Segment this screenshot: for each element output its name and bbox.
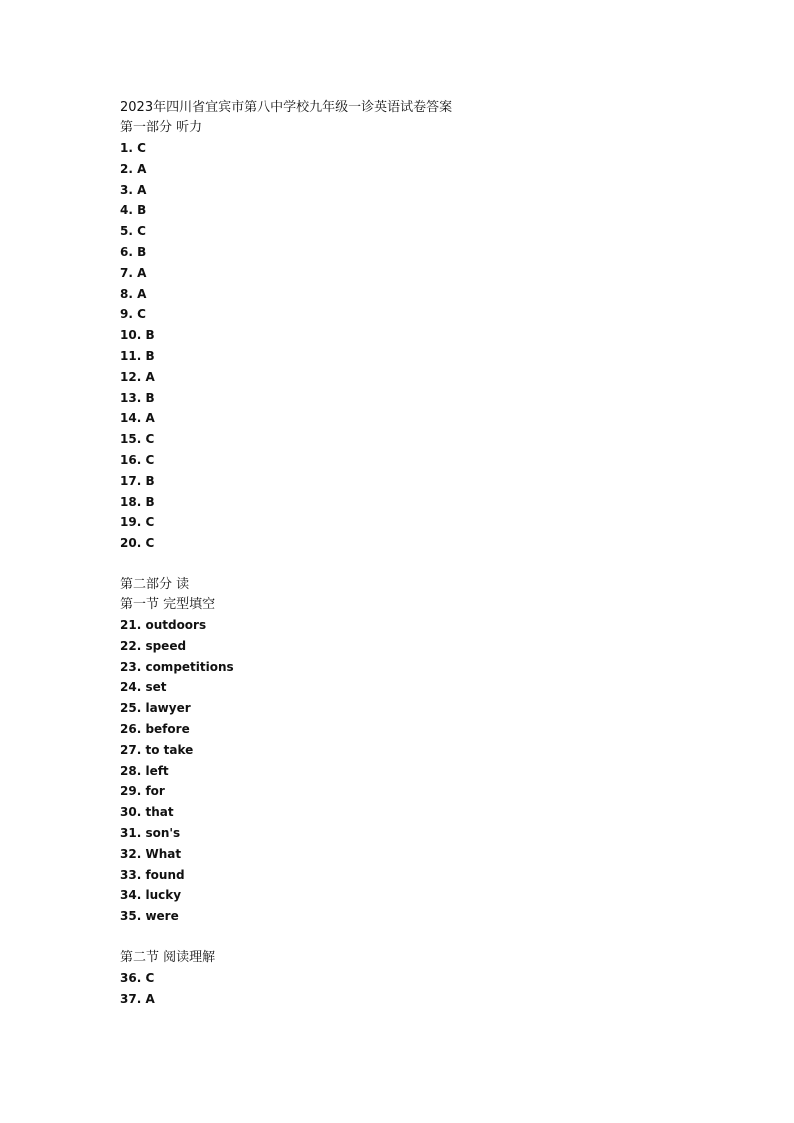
answer-number: 22.	[120, 638, 142, 653]
answer-value: A	[137, 286, 147, 301]
answer-value: to take	[145, 742, 194, 757]
answer-item	[120, 865, 452, 886]
answer-number: 24.	[120, 680, 142, 695]
answer-value: A	[137, 161, 147, 176]
answer-value: for	[145, 784, 165, 799]
section2-heading: 第二节 阅读理解	[120, 949, 216, 965]
answer-value: A	[145, 369, 155, 384]
answer-value: C	[145, 515, 155, 530]
answer-item	[120, 388, 452, 409]
answer-number: 8.	[120, 286, 133, 301]
answer-item	[120, 885, 452, 906]
answer-item	[120, 968, 452, 989]
answer-number: 3.	[120, 182, 133, 197]
answer-number: 12.	[120, 369, 142, 384]
answer-item	[120, 450, 452, 471]
answer-value: C	[145, 432, 155, 447]
answer-number: 25.	[120, 701, 142, 716]
answer-item	[120, 180, 452, 201]
answer-number: 6.	[120, 244, 133, 259]
answer-value: C	[137, 307, 146, 322]
answer-item	[120, 657, 452, 678]
answer-number: 1.	[120, 141, 133, 155]
answer-value: son's	[145, 825, 181, 840]
answer-item	[120, 906, 452, 927]
answer-item	[120, 346, 452, 367]
answer-number: 5.	[120, 224, 133, 239]
answer-value: B	[145, 390, 155, 405]
answer-number: 17.	[120, 473, 142, 488]
answer-number: 16.	[120, 452, 142, 467]
answer-value: that	[145, 805, 174, 820]
answer-number: 32.	[120, 846, 142, 861]
answer-number: 34.	[120, 888, 142, 903]
answer-value: B	[145, 328, 155, 343]
answer-number: 28.	[120, 763, 142, 778]
spacer	[120, 927, 452, 948]
part1-answer-list	[120, 138, 452, 554]
answer-number: 30.	[120, 805, 142, 820]
answer-value: A	[137, 182, 147, 197]
answer-item	[120, 989, 452, 1010]
answer-item	[120, 200, 452, 221]
answer-value: before	[145, 721, 190, 736]
answer-number: 35.	[120, 909, 142, 924]
answer-item	[120, 677, 452, 698]
answer-value: B	[145, 494, 155, 509]
answer-value: B	[145, 348, 155, 363]
answer-value: lawyer	[145, 701, 191, 716]
section1-answer-list	[120, 615, 452, 927]
answer-item	[120, 533, 452, 554]
answer-item	[120, 492, 452, 513]
section1-heading: 第一节 完型填空	[120, 596, 216, 612]
answer-number: 7.	[120, 265, 133, 280]
answer-number: 13.	[120, 390, 142, 405]
answer-number: 23.	[120, 659, 142, 674]
answer-number: 37.	[120, 991, 142, 1006]
answer-number: 31.	[120, 825, 142, 840]
answer-item	[120, 284, 452, 305]
answer-item	[120, 636, 452, 657]
answer-value: A	[137, 265, 147, 280]
answer-value: found	[145, 867, 185, 882]
answer-number: 15.	[120, 432, 142, 447]
answer-item	[120, 367, 452, 388]
answer-value: A	[145, 411, 155, 426]
answer-item	[120, 242, 452, 263]
answer-number: 2.	[120, 161, 133, 176]
answer-number: 4.	[120, 203, 133, 218]
answer-number: 29.	[120, 784, 142, 799]
answer-item	[120, 263, 452, 284]
answer-value: left	[145, 763, 169, 778]
answer-number: 9.	[120, 307, 133, 322]
section2-answer-list	[120, 968, 452, 1010]
answer-number: 18.	[120, 494, 142, 509]
answer-number: 20.	[120, 536, 142, 551]
answer-number: 11.	[120, 348, 142, 363]
answer-value: C	[137, 141, 146, 155]
answer-item	[120, 325, 452, 346]
answer-number: 21.	[120, 617, 142, 632]
answer-value: B	[137, 203, 147, 218]
spacer	[120, 554, 452, 575]
answer-value: speed	[145, 638, 187, 653]
answer-number: 26.	[120, 721, 142, 736]
answer-number: 10.	[120, 328, 142, 343]
answer-item	[120, 512, 452, 533]
answer-item	[120, 304, 452, 325]
answer-item	[120, 615, 452, 636]
part2-heading: 第二部分 读	[120, 576, 190, 592]
answer-item	[120, 471, 452, 492]
answer-item	[120, 221, 452, 242]
answer-item	[120, 781, 452, 802]
answer-value: were	[145, 909, 179, 924]
answer-value: competitions	[145, 659, 234, 674]
answer-item	[120, 761, 452, 782]
answer-value: B	[137, 244, 147, 259]
answer-value: C	[145, 452, 155, 467]
answer-value: set	[145, 680, 167, 695]
answer-value: outdoors	[145, 617, 207, 632]
answer-item	[120, 698, 452, 719]
answer-item	[120, 844, 452, 865]
answer-value: A	[145, 991, 155, 1006]
answer-key	[120, 98, 452, 1009]
answer-number: 19.	[120, 515, 142, 530]
answer-item	[120, 802, 452, 823]
answer-item	[120, 138, 452, 159]
answer-item	[120, 159, 452, 180]
answer-value: C	[145, 536, 155, 551]
answer-number: 14.	[120, 411, 142, 426]
answer-value: What	[145, 846, 182, 861]
answer-number: 36.	[120, 970, 142, 985]
answer-number: 33.	[120, 867, 142, 882]
answer-item	[120, 429, 452, 450]
answer-value: B	[145, 473, 155, 488]
answer-value: C	[145, 970, 155, 985]
answer-value: lucky	[145, 888, 182, 903]
document-title: 2023年四川省宜宾市第八中学校九年级一诊英语试卷答案	[120, 100, 453, 115]
answer-item	[120, 408, 452, 429]
answer-item	[120, 740, 452, 761]
part1-heading: 第一部分 听力	[120, 120, 203, 135]
answer-item	[120, 719, 452, 740]
answer-item	[120, 823, 452, 844]
answer-value: C	[137, 224, 146, 239]
answer-number: 27.	[120, 742, 142, 757]
